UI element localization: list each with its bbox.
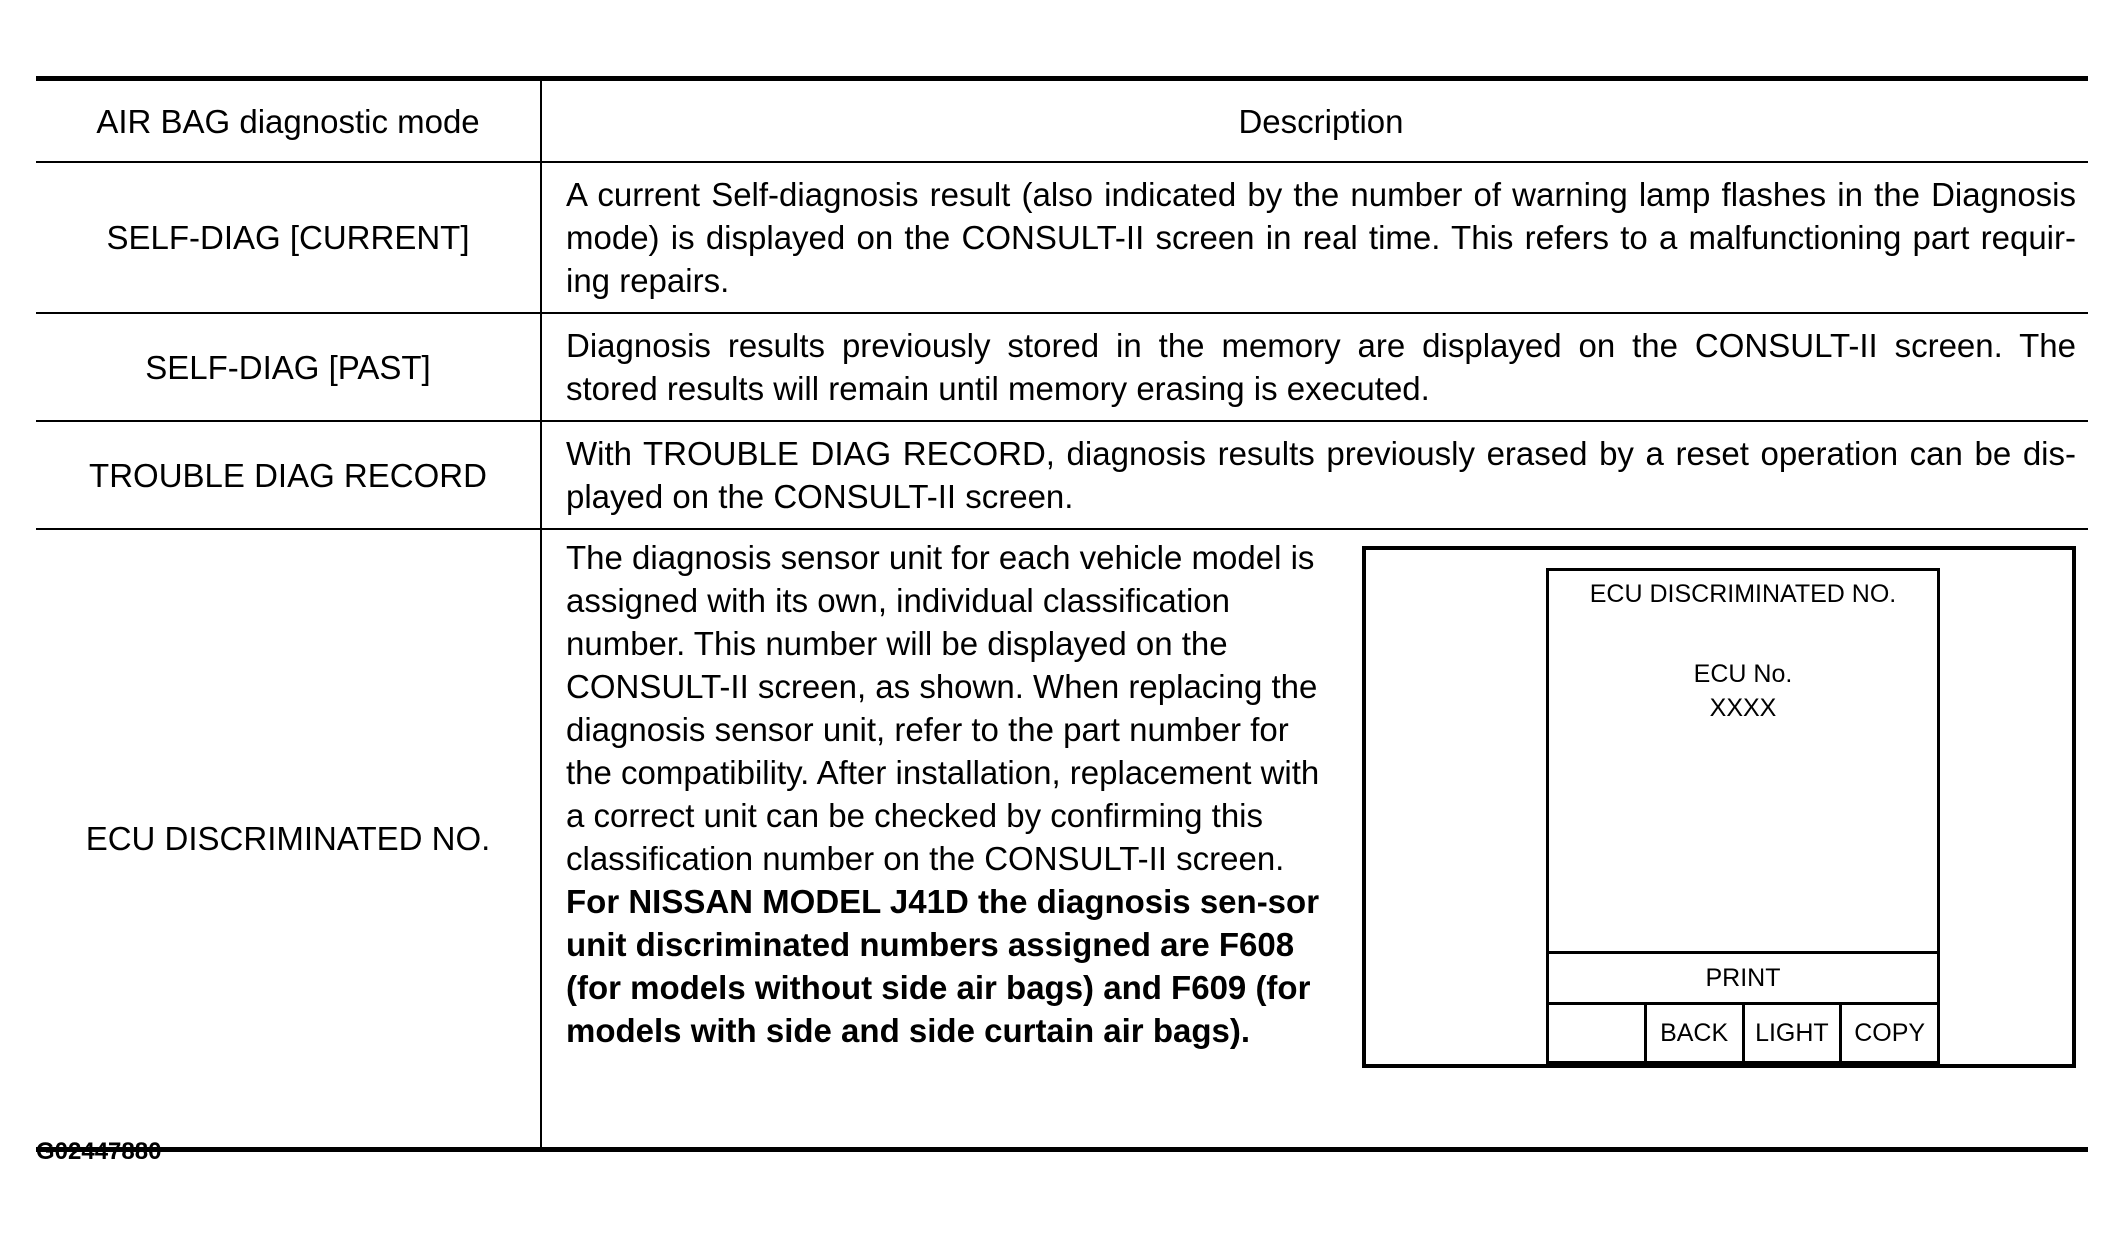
screen-light-button: LIGHT [1742,1005,1840,1061]
air-bag-diagnostic-mode-table [36,76,2088,1152]
ecu-description-bold-note: For NISSAN MODEL J41D the diagnosis sen-sor unit discriminated numbers assigned are F608 (for models without side air bags) and F609 (for models with side and side curtain air bags). [566,883,1320,1049]
screen-blank-button [1549,1005,1644,1061]
table-row [36,421,2088,529]
row-mode-ecu-discriminated-no: ECU DISCRIMINATED NO. [36,529,541,1149]
table-row [36,313,2088,421]
screen-print-button: PRINT [1549,951,1937,1005]
figure-code: G02447880 [36,1138,162,1165]
header-mode: AIR BAG diagnostic mode [36,79,541,163]
table-header-row [36,79,2088,163]
ecu-description-paragraph: The diagnosis sensor unit for each vehicle model is assigned with its own, individual classification number. This number will be displayed on the CONSULT-II screen, as shown. When replacing the diagnosis sensor unit, refer to the part number for the compatibility. After installation, replacement with a correct unit can be checked by confirming this classification number on the CONSULT-II screen. [566,539,1320,877]
ecu-description-wrap [566,536,2076,1068]
screen-ecu-value: XXXX [1709,694,1777,722]
consult-screen-panel [1546,568,1940,1064]
row-description-ecu-discriminated-no [541,529,2088,1149]
row-description-self-diag-past: Diagnosis results previously stored in the memory are displayed on the CONSULT-II screen. The stored results will remain until memory erasing is executed. [541,313,2088,421]
screen-ecu-label: ECU No. [1693,660,1793,688]
table-row [36,162,2088,313]
ecu-description-text [566,536,1326,1052]
screen-button-row [1549,1005,1937,1061]
screen-title: ECU DISCRIMINATED NO. [1589,580,1897,608]
screen-back-button: BACK [1644,1005,1742,1061]
row-mode-trouble-diag-record: TROUBLE DIAG RECORD [36,421,541,529]
row-mode-self-diag-past: SELF-DIAG [PAST] [36,313,541,421]
row-mode-self-diag-current: SELF-DIAG [CURRENT] [36,162,541,313]
consult-screen-illustration [1362,546,2076,1068]
table-row [36,529,2088,1149]
row-description-trouble-diag-record: With TROUBLE DIAG RECORD, diagnosis results previously erased by a reset operation can be dis-played on the CONSULT-II screen. [541,421,2088,529]
header-description: Description [541,79,2088,163]
row-description-self-diag-current: A current Self-diagnosis result (also indicated by the number of warning lamp flashes in the Diagnosis mode) is displayed on the CONSULT-II screen in real time. This refers to a malfunctioning part requir-ing repairs. [541,162,2088,313]
screen-copy-button: COPY [1839,1005,1937,1061]
